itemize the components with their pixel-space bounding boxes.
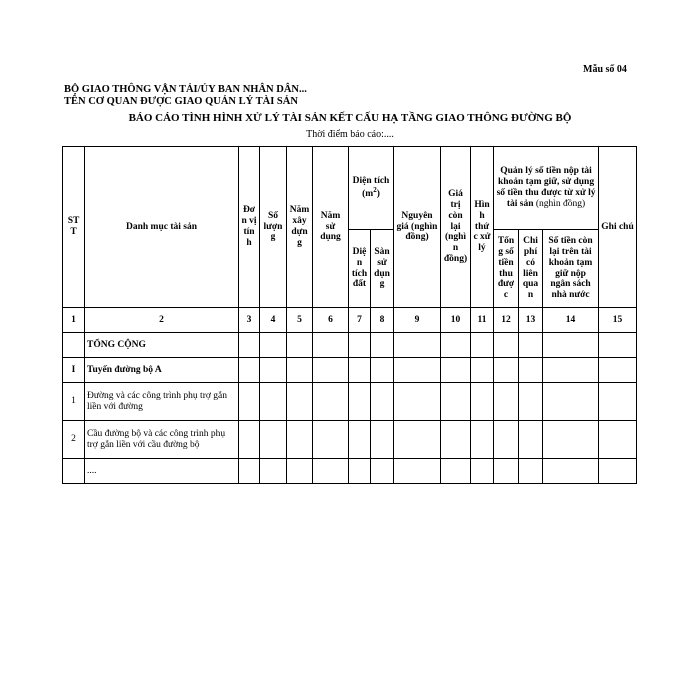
row-stt: 1 xyxy=(63,383,85,421)
row-asset-name: .... xyxy=(85,459,239,484)
header-original-value: Nguyên giá (nghìn đồng) xyxy=(394,147,441,308)
header-note: Ghi chú xyxy=(599,147,637,308)
form-number: Mẫu số 04 xyxy=(583,64,627,75)
header-account-management xyxy=(494,147,599,230)
header-quantity: Số lượng xyxy=(260,147,287,308)
header-account-management-unit: (nghìn đồng) xyxy=(535,198,586,209)
table-row xyxy=(63,421,637,459)
column-number: 10 xyxy=(441,308,471,333)
column-number: 3 xyxy=(239,308,260,333)
table-row-route xyxy=(63,358,637,383)
header-area-label: Diện tích (m xyxy=(352,175,390,200)
column-number: 9 xyxy=(394,308,441,333)
row-asset-name: Đường và các công trình phụ trợ gắn liền với đường xyxy=(85,383,239,421)
header-method: Hình thức xử lý xyxy=(471,147,494,308)
header-remaining-value: Giá trị còn lại (nghìn đồng) xyxy=(441,147,471,308)
row-stt: I xyxy=(63,358,85,383)
header-remaining-amount: Số tiền còn lại trên tài khoản tạm giữ nộp ngân sách nhà nước xyxy=(543,230,599,308)
header-build-year: Năm xây dựng xyxy=(287,147,313,308)
agency-name: TÊN CƠ QUAN ĐƯỢC GIAO QUẢN LÝ TÀI SẢN xyxy=(64,96,298,107)
column-number: 15 xyxy=(599,308,637,333)
header-area xyxy=(349,147,394,230)
row-asset-name: Tuyến đường bộ A xyxy=(85,358,239,383)
table-row-total xyxy=(63,333,637,358)
column-number: 2 xyxy=(85,308,239,333)
row-asset-name: TỔNG CỘNG xyxy=(85,333,239,358)
header-asset-list: Danh mục tài sản xyxy=(85,147,239,308)
row-stt xyxy=(63,459,85,484)
ministry-name: BỘ GIAO THÔNG VẬN TẢI/ỦY BAN NHÂN DÂN... xyxy=(64,84,307,95)
column-number: 1 xyxy=(63,308,85,333)
header-stt: STT xyxy=(63,147,85,308)
header-area-superscript: 2 xyxy=(373,186,377,195)
header-unit: Đơn vị tính xyxy=(239,147,260,308)
column-number: 4 xyxy=(260,308,287,333)
row-stt: 2 xyxy=(63,421,85,459)
column-number-row xyxy=(63,308,637,333)
header-area-close: ) xyxy=(376,189,380,200)
column-number: 12 xyxy=(494,308,519,333)
column-number: 14 xyxy=(543,308,599,333)
column-number: 13 xyxy=(519,308,543,333)
table-row xyxy=(63,383,637,421)
column-number: 11 xyxy=(471,308,494,333)
header-land-area: Diện tích đất xyxy=(349,230,371,308)
header-account-management-label: Quản lý số tiền nộp tài khoản tạm giữ, sử dụng số tiền thu được từ xử lý tài sản xyxy=(496,166,596,209)
table-row-continuation xyxy=(63,459,637,484)
report-time: Thời điểm báo cáo:.... xyxy=(306,129,394,140)
header-total-collected: Tổng số tiền thu được xyxy=(494,230,519,308)
column-number: 6 xyxy=(313,308,349,333)
header-use-year: Năm sử dụng xyxy=(313,147,349,308)
report-title: BÁO CÁO TÌNH HÌNH XỬ LÝ TÀI SẢN KẾT CẤU HẠ TẦNG GIAO THÔNG ĐƯỜNG BỘ xyxy=(128,112,572,124)
header-related-costs: Chi phí có liên quan xyxy=(519,230,543,308)
column-number: 8 xyxy=(371,308,394,333)
row-asset-name: Cầu đường bộ và các công trình phụ trợ gắn liền với cầu đường bộ xyxy=(85,421,239,459)
column-number: 7 xyxy=(349,308,371,333)
asset-disposal-table xyxy=(62,146,637,484)
header-row-top xyxy=(63,147,637,230)
header-floor-area: Sàn sử dụng xyxy=(371,230,394,308)
row-stt xyxy=(63,333,85,358)
column-number: 5 xyxy=(287,308,313,333)
